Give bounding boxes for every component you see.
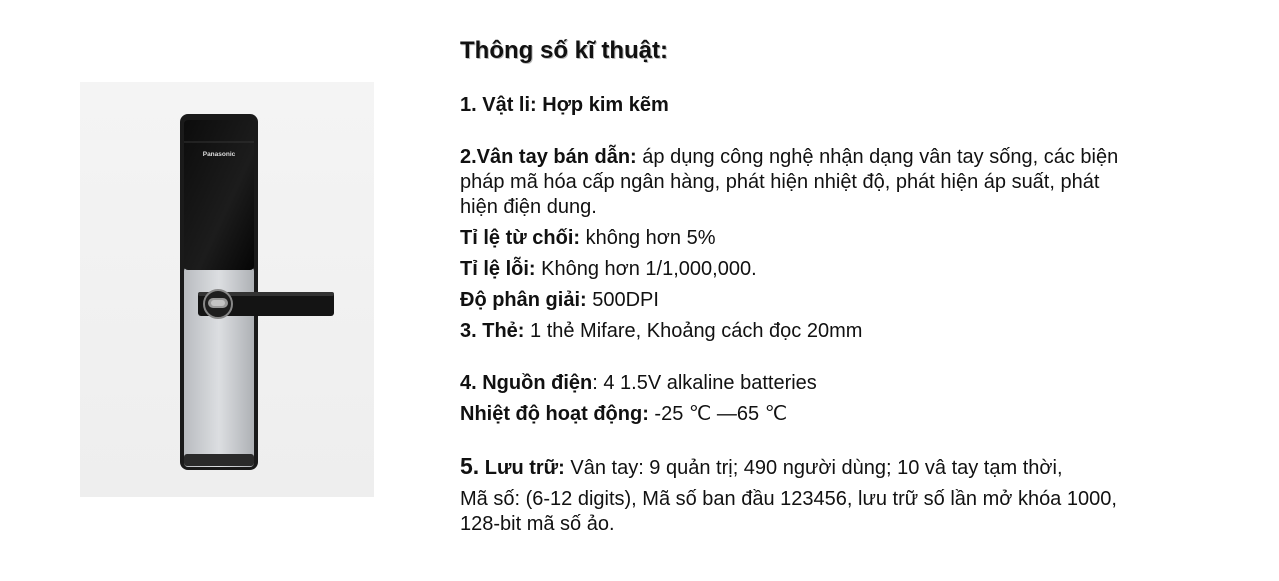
spec-rejection-rate (460, 226, 1120, 251)
spec-temperature-label: Nhiệt độ hoạt động: (460, 403, 649, 425)
spec-fingerprint-value: áp dụng công nghệ nhận dạng vân tay sống, các biện pháp mã hóa cấp ngân hàng, phát hiện nhiệt độ, phát hiện áp suất, phát hiện điện dung. (460, 146, 1119, 218)
product-image (80, 82, 374, 497)
specs-title: Thông số kĩ thuật: (460, 37, 668, 64)
door-lock-illustration (80, 82, 374, 497)
brand-logo: Panasonic (202, 151, 236, 158)
spec-card-value: 1 thẻ Mifare, Khoảng cách đọc 20mm (524, 320, 863, 342)
spec-temperature (460, 402, 1120, 427)
spec-error-rate (460, 257, 1120, 282)
spec-passcode (460, 487, 1120, 537)
spec-material (460, 93, 1120, 118)
spec-resolution-value: 500DPI (586, 289, 659, 311)
spec-power (460, 371, 1120, 396)
spec-fingerprint (460, 145, 1120, 220)
spec-resolution (460, 288, 1120, 313)
spec-passcode-value: Mã số: (6-12 digits), Mã số ban đầu 123456, lưu trữ số lần mở khóa 1000, 128-bit mã số ảo. (460, 488, 1117, 535)
spec-fingerprint-label: 2.Vân tay bán dẫn: (460, 146, 637, 168)
spec-card (460, 319, 1120, 344)
spec-temperature-value: -25 ℃ —65 ℃ (648, 403, 788, 425)
spec-resolution-label: Độ phân giải: (460, 289, 587, 311)
spec-storage (460, 454, 1120, 481)
spec-error-rate-label: Tỉ lệ lỗi: (460, 258, 536, 280)
spec-error-rate-value: Không hơn 1/1,000,000. (535, 258, 757, 280)
spec-storage-number: 5. (460, 453, 480, 479)
spec-power-label: 4. Nguồn điện (460, 372, 593, 394)
spec-storage-label: Lưu trữ: (479, 457, 565, 479)
spec-material-value: Hợp kim kẽm (536, 94, 669, 116)
spec-power-value: : 4 1.5V alkaline batteries (592, 372, 817, 394)
spec-rejection-rate-label: Tỉ lệ từ chối: (460, 227, 581, 249)
spec-storage-value: Vân tay: 9 quản trị; 490 người dùng; 10 vâ tay tạm thời, (564, 457, 1063, 479)
specifications (460, 36, 1120, 537)
spec-rejection-rate-value: không hơn 5% (580, 227, 716, 249)
spec-card-label: 3. Thẻ: (460, 320, 525, 342)
spec-material-label: 1. Vật li: (460, 94, 537, 116)
